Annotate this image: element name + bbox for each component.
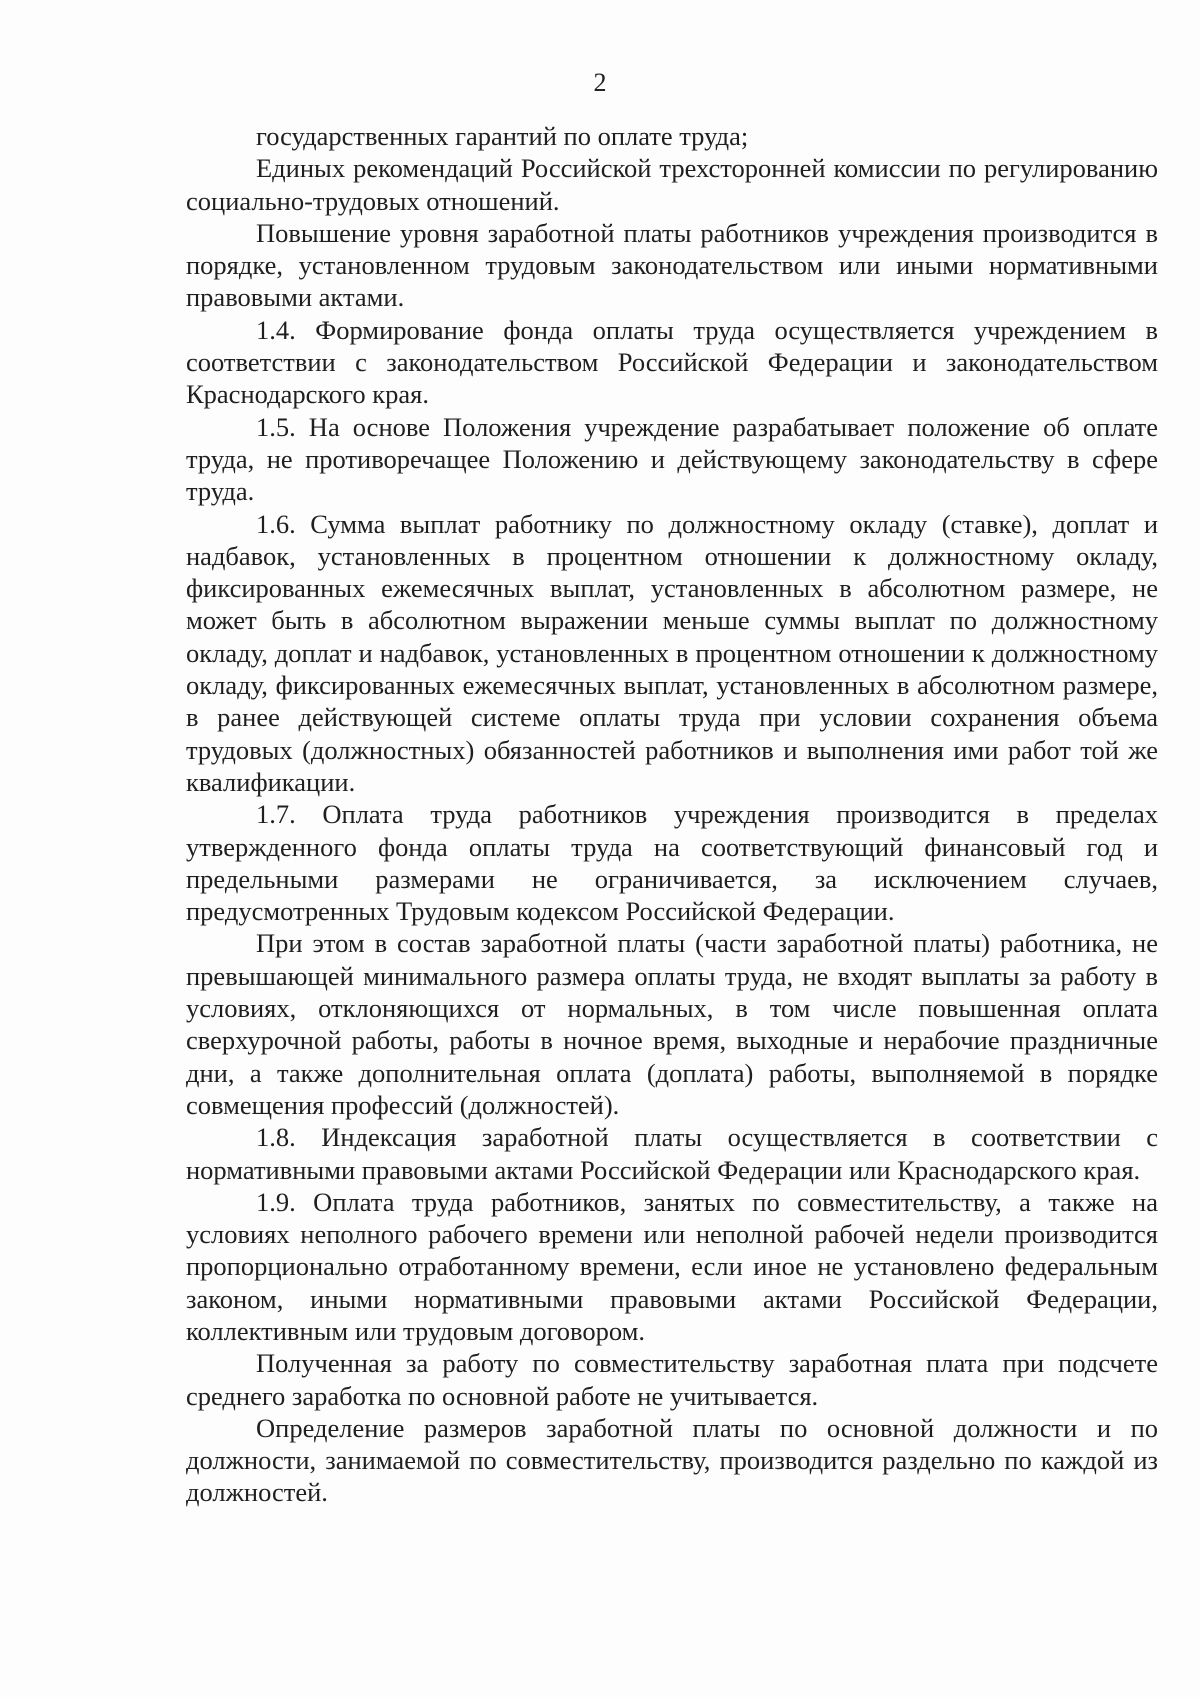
page-number: 2 (593, 68, 607, 97)
paragraph: Повышение уровня заработной платы работников учреждения производится в порядке, установленном трудовым законодательством или иными нормативными правовыми актами. (186, 217, 1158, 313)
paragraph-section-1-7: 1.7. Оплата труда работников учреждения производится в пределах утвержденного фонда оплаты труда на соответствующий финансовый год и предельными размерами не ограничивается, за исключением случаев, предусмотренных Трудовым кодексом Российской Федерации. (186, 799, 1158, 927)
paragraph-section-1-6: 1.6. Сумма выплат работнику по должностному окладу (ставке), доплат и надбавок, установленных в процентном отношении к должностному окладу, фиксированных ежемесячных выплат, установленных в абсолютном размере, не может быть в абсолютном выражении меньше суммы выплат по должностному окладу, доплат и надбавок, установленных в процентном отношении к должностному окладу, фиксированных ежемесячных выплат, установленных в абсолютном размере, в ранее действующей системе оплаты труда при условии сохранения объема трудовых (должностных) обязанностей работников и выполнения ими работ той же квалификации. (186, 508, 1158, 797)
paragraph-section-1-9: 1.9. Оплата труда работников, занятых по совместительству, а также на условиях неполного рабочего времени или неполной рабочей недели производится пропорционально отработанному времени, если иное не установлено федеральным законом, иными нормативными правовыми актами Российской Федерации, коллективным или трудовым договором. (186, 1186, 1158, 1346)
document-body (186, 120, 1158, 1509)
paragraph: государственных гарантий по оплате труда; (256, 121, 749, 151)
paragraph: При этом в состав заработной платы (части заработной платы) работника, не превышающей минимального размера оплаты труда, не входят выплаты за работу в условиях, отклоняющихся от нормальных, в том числе повышенная оплата сверхурочной работы, работы в ночное время, выходные и нерабочие праздничные дни, а также дополнительная оплата (доплата) работы, выполняемой в порядке совмещения профессий (должностей). (186, 928, 1158, 1120)
paragraph-section-1-8: 1.8. Индексация заработной платы осуществляется в соответствии с нормативными правовыми актами Российской Федерации или Краснодарского края. (186, 1122, 1158, 1185)
paragraph: Определение размеров заработной платы по основной должности и по должности, занимаемой по совместительству, производится раздельно по каждой из должностей. (186, 1412, 1158, 1508)
paragraph: Единых рекомендаций Российской трехсторонней комиссии по регулированию социально-трудовых отношений. (186, 153, 1158, 216)
paragraph: Полученная за работу по совместительству заработная плата при подсчете среднего заработка по основной работе не учитывается. (186, 1348, 1158, 1411)
paragraph-section-1-4: 1.4. Формирование фонда оплаты труда осуществляется учреждением в соответствии с законодательством Российской Федерации и законодательством Краснодарского края. (186, 314, 1158, 410)
paragraph-section-1-5: 1.5. На основе Положения учреждение разрабатывает положение об оплате труда, не противоречащее Положению и действующему законодательству в сфере труда. (186, 411, 1158, 507)
